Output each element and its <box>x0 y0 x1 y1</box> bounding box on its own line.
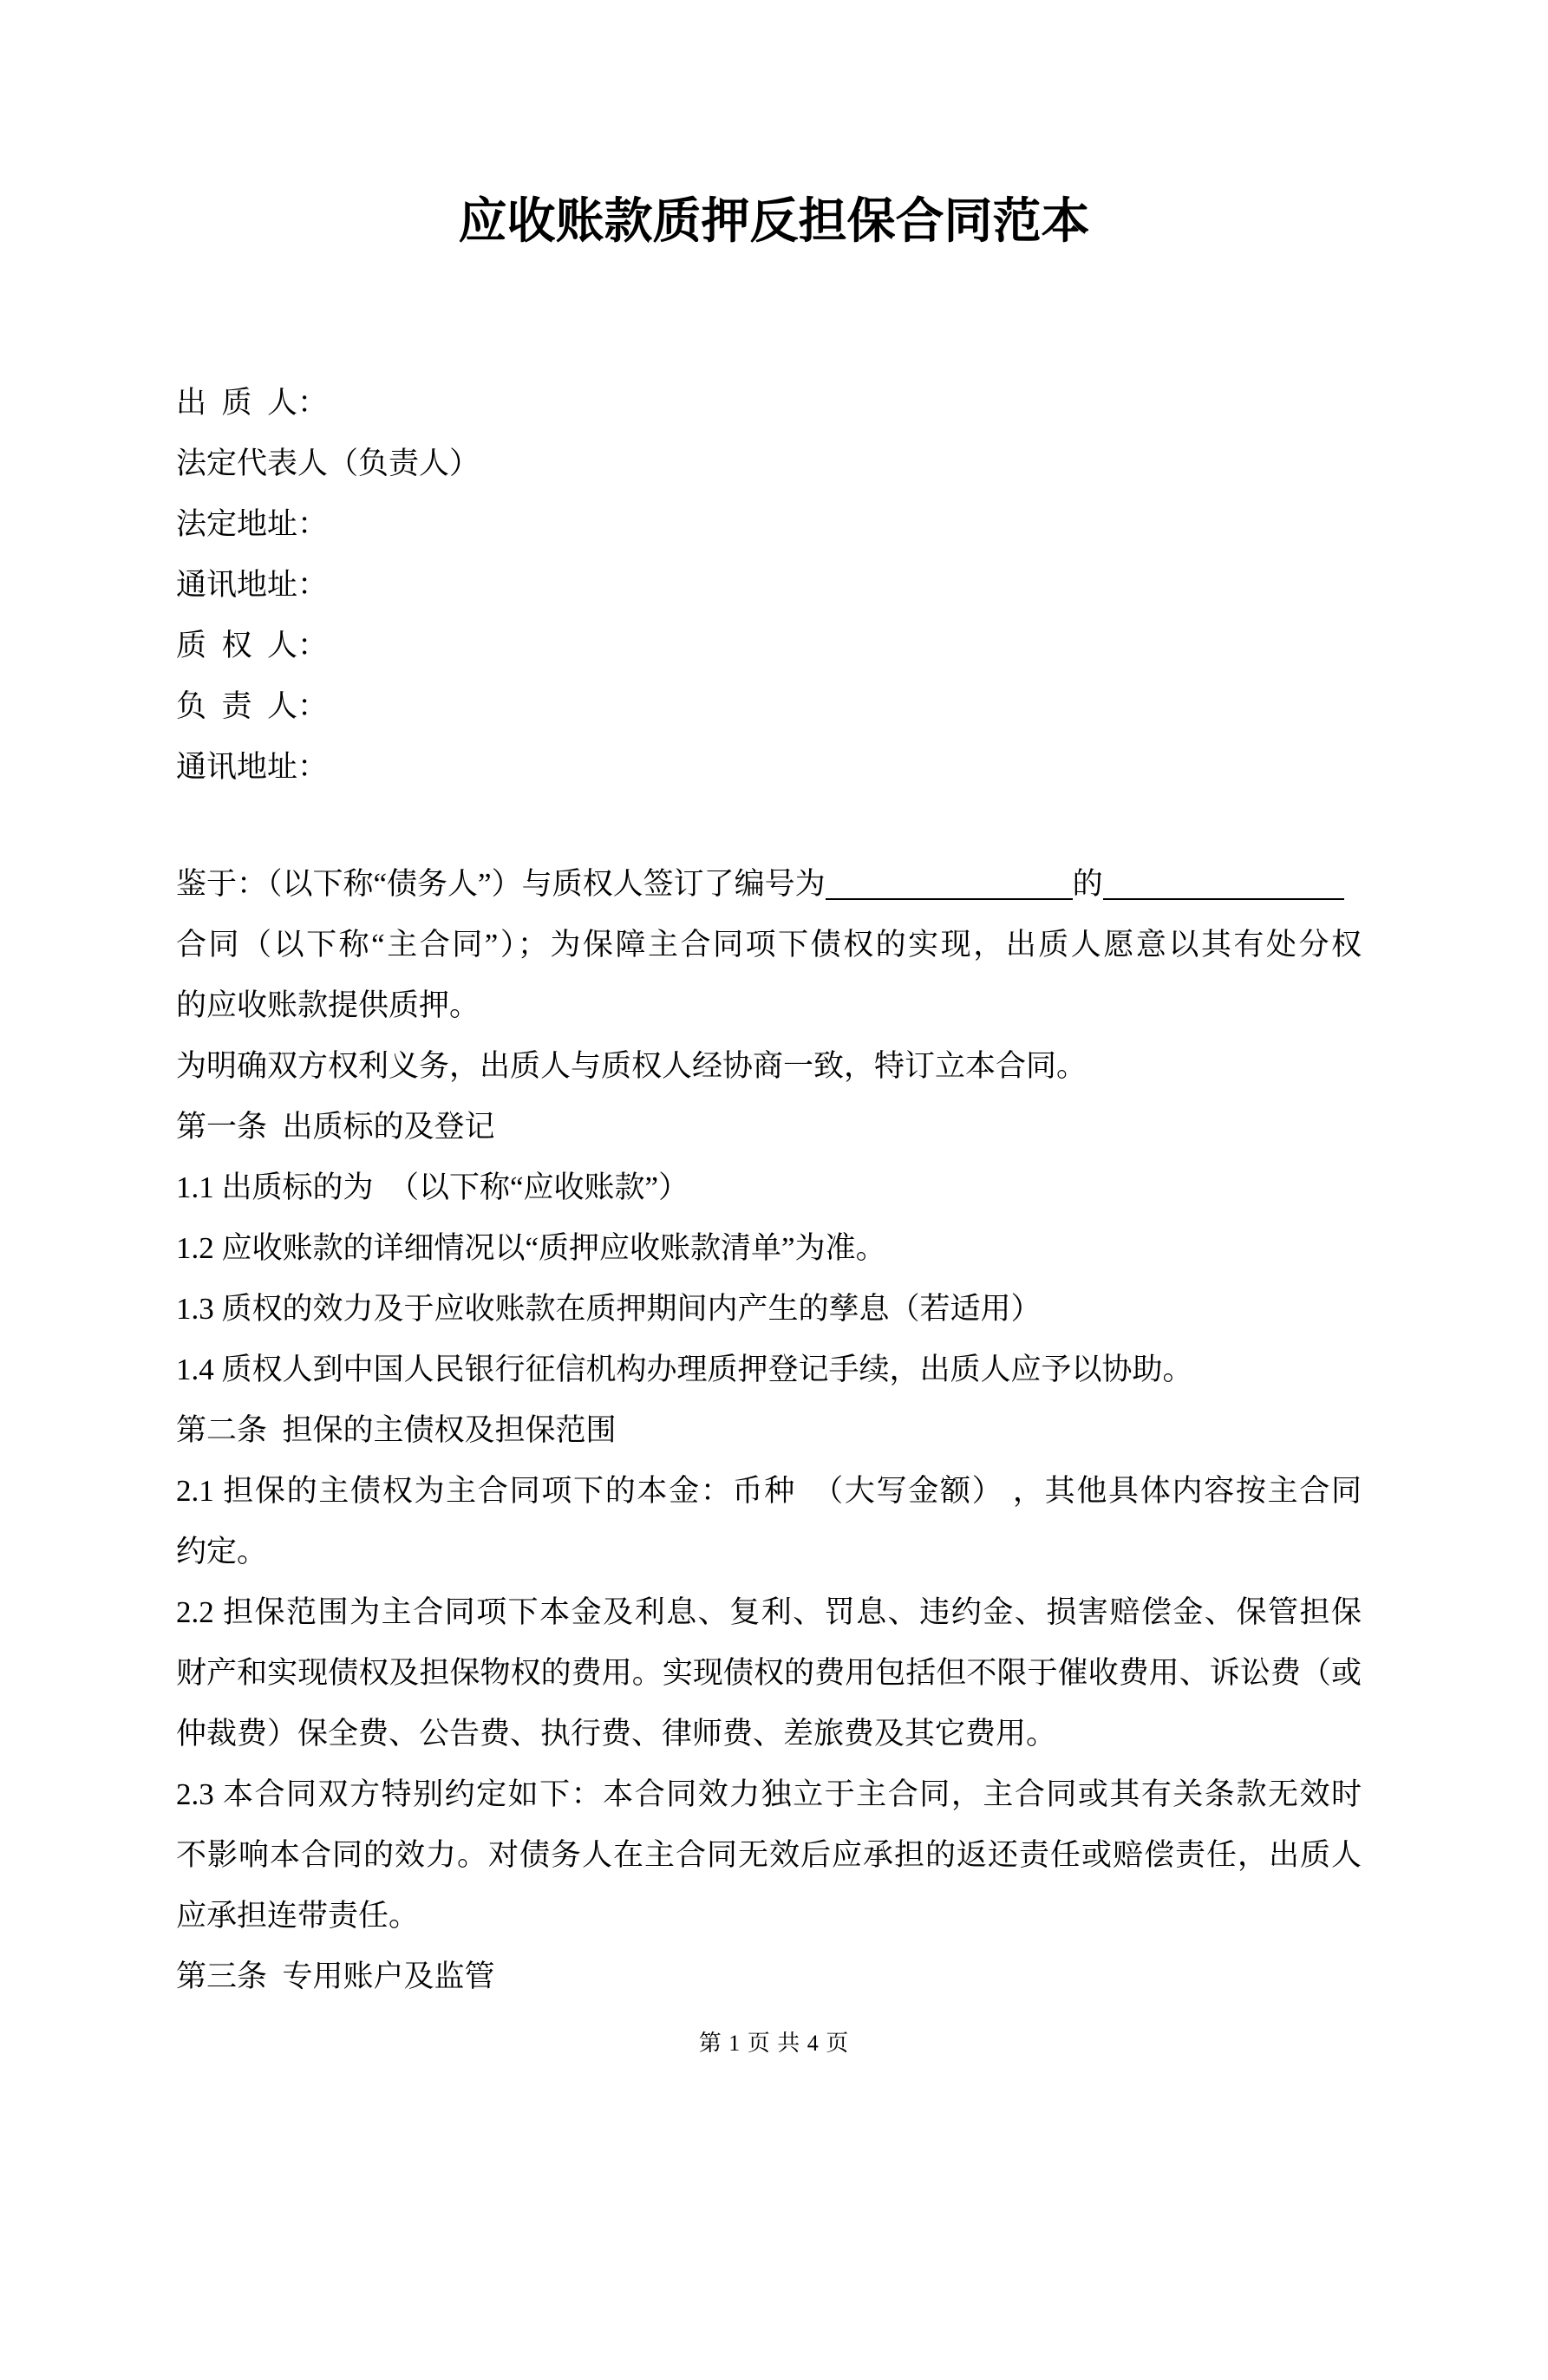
party-info-block <box>176 373 1548 798</box>
body-line: 鉴于：（以下称“债务人”）与质权人签订了编号为 的 <box>176 854 1362 915</box>
contract-page <box>0 192 1548 2380</box>
party-line: 质 权 人： <box>176 629 329 662</box>
party-line: 负 责 人： <box>176 689 329 723</box>
body-line: 约定。 <box>176 1535 268 1568</box>
fill-in-blank <box>826 894 1073 900</box>
body-line: 1.3 质权的效力及于应收账款在质押期间内产生的孳息（若适用） <box>176 1292 1042 1326</box>
body-line: 1.1 出质标的为 （以下称“应收账款”） <box>176 1170 689 1204</box>
body-line: 1.2 应收账款的详细情况以“质押应收账款清单”为准。 <box>176 1231 886 1265</box>
contract-body <box>176 854 1362 2007</box>
body-line: 2.3 本合同双方特别约定如下：本合同效力独立于主合同，主合同或其有关条款无效时 <box>176 1777 1362 1811</box>
party-line: 出 质 人： <box>176 386 329 420</box>
document-title: 应收账款质押反担保合同范本 <box>458 195 1090 249</box>
body-line: 第三条 专用账户及监管 <box>176 1959 495 1993</box>
party-line: 通讯地址： <box>176 568 329 602</box>
body-line: 2.2 担保范围为主合同项下本金及利息、复利、罚息、违约金、损害赔偿金、保管担保 <box>176 1595 1362 1629</box>
body-line: 不影响本合同的效力。对债务人在主合同无效后应承担的返还责任或赔偿责任，出质人 <box>176 1838 1362 1872</box>
body-line: 1.4 质权人到中国人民银行征信机构办理质押登记手续，出质人应予以协助。 <box>176 1353 1193 1386</box>
body-line: 为明确双方权利义务，出质人与质权人经协商一致，特订立本合同。 <box>176 1049 1088 1083</box>
party-line: 通讯地址： <box>176 750 329 784</box>
party-line: 法定代表人（负责人） <box>176 447 480 480</box>
page-number-footer: 第 1 页 共 4 页 <box>698 2031 850 2056</box>
body-line: 仲裁费）保全费、公告费、执行费、律师费、差旅费及其它费用。 <box>176 1717 1057 1751</box>
body-line: 应承担连带责任。 <box>176 1899 420 1933</box>
fill-in-blank <box>1103 894 1344 900</box>
body-line: 合同（以下称“主合同”）；为保障主合同项下债权的实现，出质人愿意以其有处分权 <box>176 928 1362 962</box>
body-line: 的应收账款提供质押。 <box>176 988 480 1022</box>
body-line: 第二条 担保的主债权及担保范围 <box>176 1413 617 1447</box>
body-line: 第一条 出质标的及登记 <box>176 1110 495 1144</box>
party-line: 法定地址： <box>176 507 329 541</box>
body-line: 财产和实现债权及担保物权的费用。实现债权的费用包括但不限于催收费用、诉讼费（或 <box>176 1656 1362 1690</box>
body-line: 2.1 担保的主债权为主合同项下的本金：币种 （大写金额） ，其他具体内容按主合同 <box>176 1474 1362 1508</box>
